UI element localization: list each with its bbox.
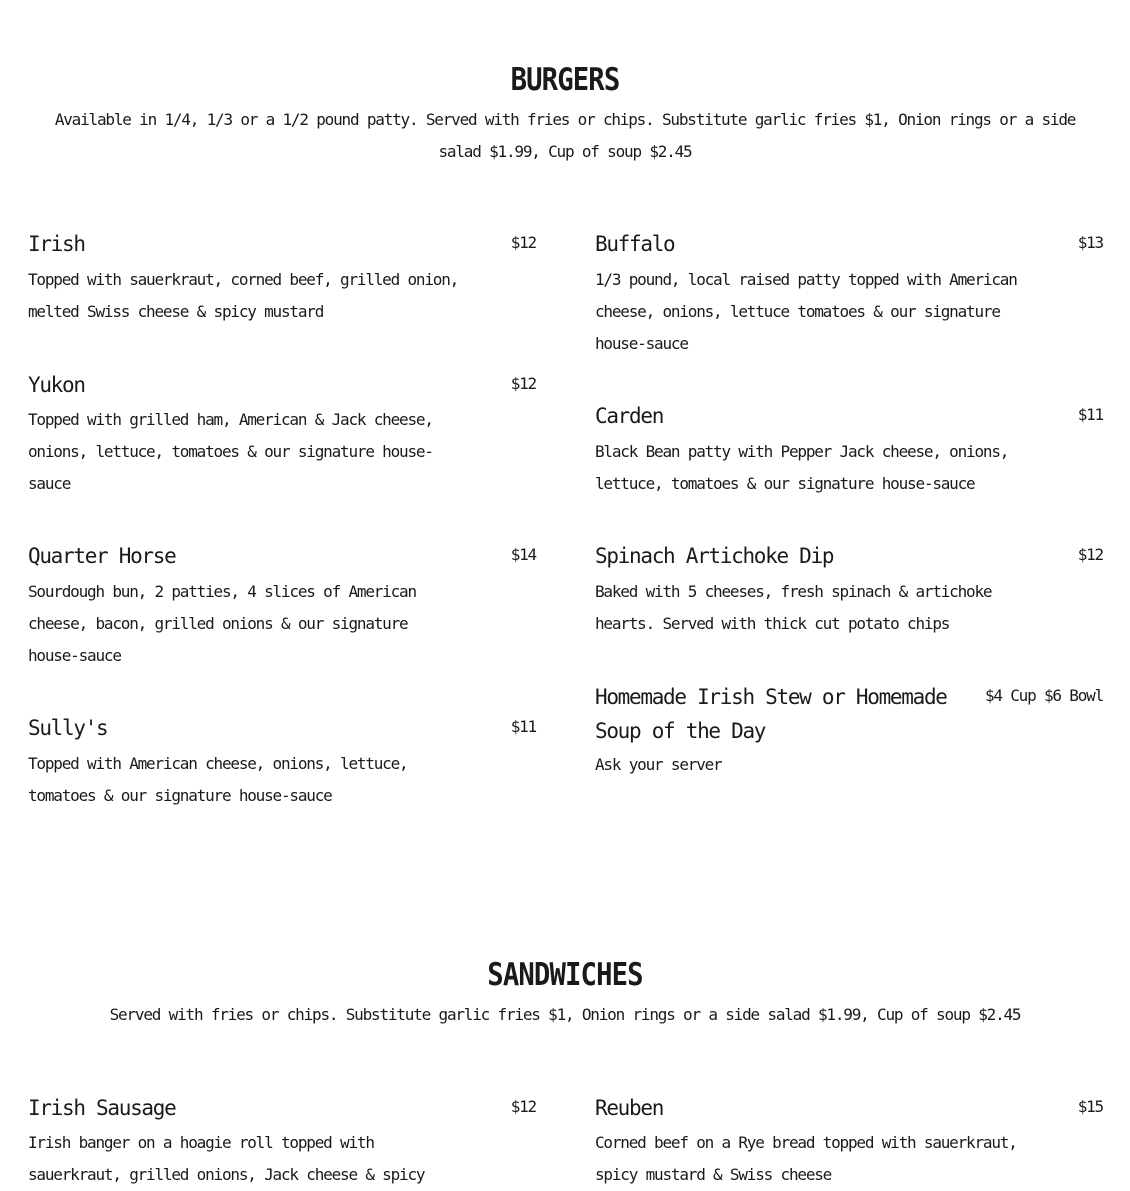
item-price: $13: [1077, 233, 1103, 252]
menu-item-reuben: [595, 1091, 1103, 1184]
menu-item-sullys: [28, 711, 536, 811]
item-desc: 1/3 pound, local raised patty topped with American cheese, onions, lettuce tomatoes & our signature house-sauce: [595, 270, 1017, 353]
item-desc: Topped with American cheese, onions, lettuce, tomatoes & our signature house-sauce: [28, 754, 408, 805]
item-name: Reuben: [595, 1096, 664, 1120]
menu-item-carden: [595, 399, 1103, 499]
item-price: $11: [510, 717, 536, 736]
item-price: $14: [510, 545, 536, 564]
menu-item-irish-sausage: [28, 1091, 536, 1191]
item-price: $12: [510, 233, 536, 252]
item-name: Irish Sausage: [28, 1096, 176, 1120]
item-name: Buffalo: [595, 232, 675, 256]
item-price: $4 Cup $6 Bowl: [984, 686, 1103, 705]
menu-item-quarter-horse: [28, 539, 536, 669]
burgers-title: BURGERS: [510, 62, 620, 98]
item-name: Homemade Irish Stew or Homemade Soup of the Day: [595, 685, 947, 743]
menu-item-buffalo: [595, 227, 1103, 357]
menu-item-spinach-artichoke-dip: [595, 539, 1103, 639]
item-name: Yukon: [28, 373, 85, 397]
item-price: $12: [1077, 545, 1103, 564]
item-desc: Black Bean patty with Pepper Jack cheese, onions, lettuce, tomatoes & our signature house-sauce: [595, 442, 1009, 493]
item-desc: Ask your server: [595, 755, 722, 774]
menu-item-irish: [28, 227, 536, 327]
item-desc: Topped with grilled ham, American & Jack cheese, onions, lettuce, tomatoes & our signature house-sauce: [28, 410, 433, 493]
item-name: Sully's: [28, 716, 108, 740]
item-price: $11: [1077, 405, 1103, 424]
item-price: $15: [1077, 1097, 1103, 1116]
item-price: $12: [510, 374, 536, 393]
sandwiches-note: Served with fries or chips. Substitute garlic fries $1, Onion rings or a side salad $1.99, Cup of soup $2.45: [109, 1005, 1021, 1024]
item-price: $12: [510, 1097, 536, 1116]
item-desc: Topped with sauerkraut, corned beef, grilled onion, melted Swiss cheese & spicy mustard: [28, 270, 459, 321]
burgers-note: Available in 1/4, 1/3 or a 1/2 pound patty. Served with fries or chips. Substitute garlic fries $1, Onion rings or a side salad $1.99, Cup of soup $2.45: [54, 110, 1076, 161]
item-name: Carden: [595, 404, 664, 428]
item-desc: Sourdough bun, 2 patties, 4 slices of American cheese, bacon, grilled onions & our signature house-sauce: [28, 582, 416, 665]
menu-item-yukon: [28, 368, 536, 498]
item-desc: Corned beef on a Rye bread topped with sauerkraut, spicy mustard & Swiss cheese: [595, 1133, 1017, 1184]
menu-item-irish-stew-soup: [595, 680, 1103, 790]
sandwiches-title: SANDWICHES: [487, 957, 643, 993]
item-name: Spinach Artichoke Dip: [595, 544, 834, 568]
item-name: Irish: [28, 232, 85, 256]
item-desc: Irish banger on a hoagie roll topped with sauerkraut, grilled onions, Jack cheese & spicy: [28, 1133, 425, 1184]
item-desc: Baked with 5 cheeses, fresh spinach & artichoke hearts. Served with thick cut potato chips: [595, 582, 992, 633]
item-name: Quarter Horse: [28, 544, 176, 568]
